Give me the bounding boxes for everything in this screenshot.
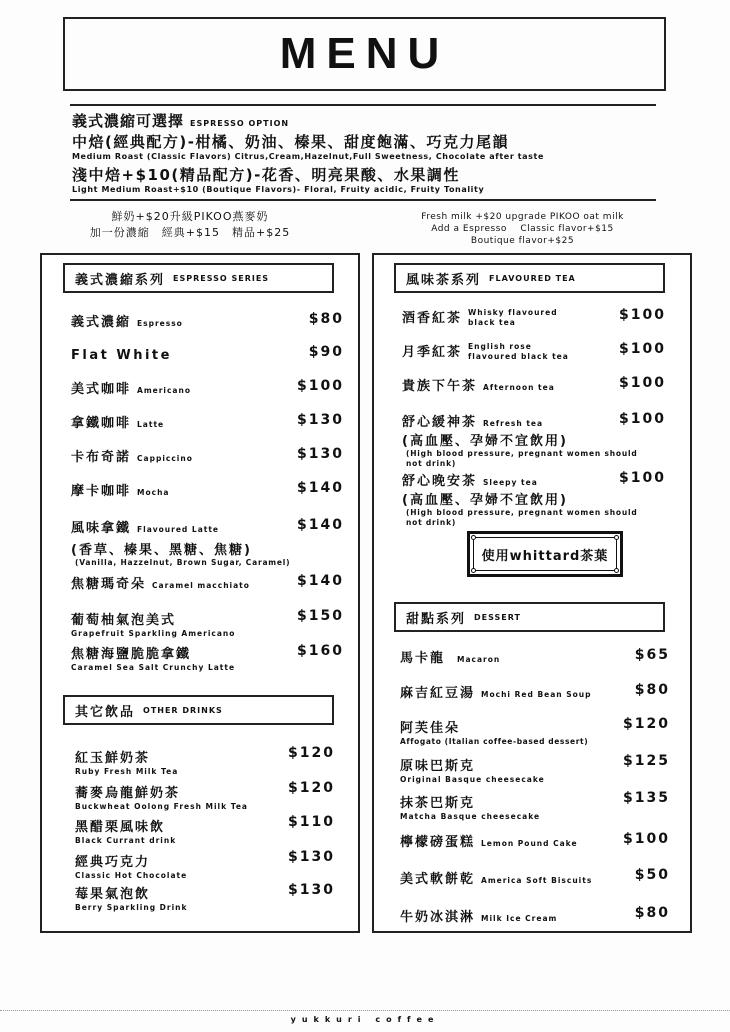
addon-en: Fresh milk +$20 upgrade PIKOO oat milk Add a Espresso Classic flavor+$15 Boutique flavor+$25 bbox=[421, 212, 624, 246]
menu-item: 焦糖海鹽脆脆拿鐵 Caramel Sea Salt Crunchy Latte bbox=[71, 647, 236, 672]
medium-roast-zh: 中焙(經典配方)-柑橘、奶油、榛果、甜度飽滿、巧克力尾韻 bbox=[72, 133, 509, 151]
price: $80 bbox=[308, 311, 344, 327]
price: $100 bbox=[619, 411, 666, 427]
menu-item: 抹茶巴斯克 Matcha Basque cheesecake bbox=[400, 796, 541, 821]
menu-item: 葡萄柚氣泡美式 Grapefruit Sparkling Americano bbox=[71, 613, 236, 638]
menu-item: 紅玉鮮奶茶 Ruby Fresh Milk Tea bbox=[75, 751, 179, 776]
medium-roast-en: Medium Roast (Classic Flavors) Citrus,Cream,Hazelnut,Full Sweetness, Chocolate after taste bbox=[72, 152, 544, 161]
menu-item: 黑醋栗風味飲 Black Currant drink bbox=[75, 820, 177, 845]
price: $50 bbox=[634, 867, 670, 883]
divider bbox=[70, 104, 656, 106]
price: $100 bbox=[619, 470, 666, 486]
price: $110 bbox=[288, 814, 335, 830]
menu-item: Flat White bbox=[71, 348, 172, 363]
menu-item: 拿鐵咖啡 Latte bbox=[71, 416, 165, 431]
menu-item: 摩卡咖啡 Mocha bbox=[71, 484, 170, 499]
corner-dot-icon bbox=[471, 568, 476, 573]
price: $125 bbox=[623, 753, 670, 769]
corner-dot-icon bbox=[614, 535, 619, 540]
addon-zh: 鮮奶+$20升級PIKOO燕麥奶 加一份濃縮 經典+$15 精品+$25 bbox=[89, 210, 291, 239]
menu-item: 檸檬磅蛋糕 Lemon Pound Cake bbox=[400, 835, 578, 850]
price: $130 bbox=[297, 412, 344, 428]
menu-item: 貴族下午茶 Afternoon tea bbox=[402, 379, 555, 394]
footer-brand: yukkuri coffee bbox=[290, 1015, 440, 1024]
price: $130 bbox=[297, 446, 344, 462]
light-roast-en: Light Medium Roast+$10 (Boutique Flavors)- Floral, Fruity acidic, Fruity Tonality bbox=[72, 185, 485, 194]
corner-dot-icon bbox=[471, 535, 476, 540]
price: $150 bbox=[297, 608, 344, 624]
menu-title-box bbox=[63, 17, 666, 91]
price: $80 bbox=[634, 682, 670, 698]
price: $100 bbox=[619, 375, 666, 391]
price: $130 bbox=[288, 882, 335, 898]
price: $140 bbox=[297, 573, 344, 589]
menu-item: 原味巴斯克 Original Basque cheesecake bbox=[400, 759, 545, 784]
divider bbox=[70, 199, 656, 201]
price: $135 bbox=[623, 790, 670, 806]
menu-item: 牛奶冰淇淋 Milk Ice Cream bbox=[400, 910, 558, 925]
menu-item: 麻吉紅豆湯 Mochi Red Bean Soup bbox=[400, 686, 592, 701]
espresso-option-heading: 義式濃縮可選擇 ESPRESSO OPTION bbox=[72, 112, 290, 130]
menu-item: 卡布奇諾 Cappiccino bbox=[71, 450, 193, 465]
menu-item: 經典巧克力 Classic Hot Chocolate bbox=[75, 855, 188, 880]
section-espresso-series: 義式濃縮系列 ESPRESSO SERIES bbox=[63, 263, 334, 293]
footer-divider bbox=[0, 1010, 730, 1011]
menu-item: 舒心晚安茶 Sleepy tea (高血壓、孕婦不宜飲用) (High blood pressure, pregnant women should not drink) bbox=[402, 474, 638, 527]
price: $140 bbox=[297, 480, 344, 496]
whittard-badge: 使用whittard茶葉 bbox=[467, 531, 623, 577]
price: $120 bbox=[288, 745, 335, 761]
price: $100 bbox=[623, 831, 670, 847]
price: $100 bbox=[619, 307, 666, 323]
light-roast-zh: 淺中焙+$10(精品配方)-花香、明亮果酸、水果調性 bbox=[72, 166, 460, 184]
menu-item: 月季紅茶 English rose flavoured black tea bbox=[402, 341, 569, 361]
menu-item: 莓果氣泡飲 Berry Sparkling Drink bbox=[75, 887, 188, 912]
menu-item: 焦糖瑪奇朵 Caramel macchiato bbox=[71, 577, 250, 592]
price: $120 bbox=[288, 780, 335, 796]
section-dessert: 甜點系列 DESSERT bbox=[394, 602, 665, 632]
corner-dot-icon bbox=[614, 568, 619, 573]
price: $65 bbox=[634, 647, 670, 663]
price: $90 bbox=[308, 344, 344, 360]
section-other-drinks: 其它飲品 OTHER DRINKS bbox=[63, 695, 334, 725]
price: $160 bbox=[297, 643, 344, 659]
price: $100 bbox=[297, 378, 344, 394]
menu-item: 蕎麥烏龍鮮奶茶 Buckwheat Oolong Fresh Milk Tea bbox=[75, 786, 248, 811]
menu-item: 美式軟餅乾 America Soft Biscuits bbox=[400, 872, 593, 887]
price: $120 bbox=[623, 716, 670, 732]
menu-item: 義式濃縮 Espresso bbox=[71, 315, 183, 330]
price: $130 bbox=[288, 849, 335, 865]
menu-item: 馬卡龍 Macaron bbox=[400, 651, 501, 666]
menu-title: MENU bbox=[279, 29, 450, 78]
section-flavoured-tea: 風味茶系列 FLAVOURED TEA bbox=[394, 263, 665, 293]
menu-item: 酒香紅茶 Whisky flavoured black tea bbox=[402, 307, 558, 327]
menu-item: 美式咖啡 Americano bbox=[71, 382, 191, 397]
price: $80 bbox=[634, 905, 670, 921]
menu-item: 阿芙佳朵 Affogato (Italian coffee-based dessert) bbox=[400, 721, 589, 746]
price: $100 bbox=[619, 341, 666, 357]
menu-item: 風味拿鐵 Flavoured Latte (香草、榛果、黑糖、焦糖) (Vanilla, Hazzelnut, Brown Sugar, Caramel) bbox=[71, 521, 291, 567]
menu-item: 舒心緩神茶 Refresh tea (高血壓、孕婦不宜飲用) (High blood pressure, pregnant women should not drink) bbox=[402, 415, 638, 468]
price: $140 bbox=[297, 517, 344, 533]
